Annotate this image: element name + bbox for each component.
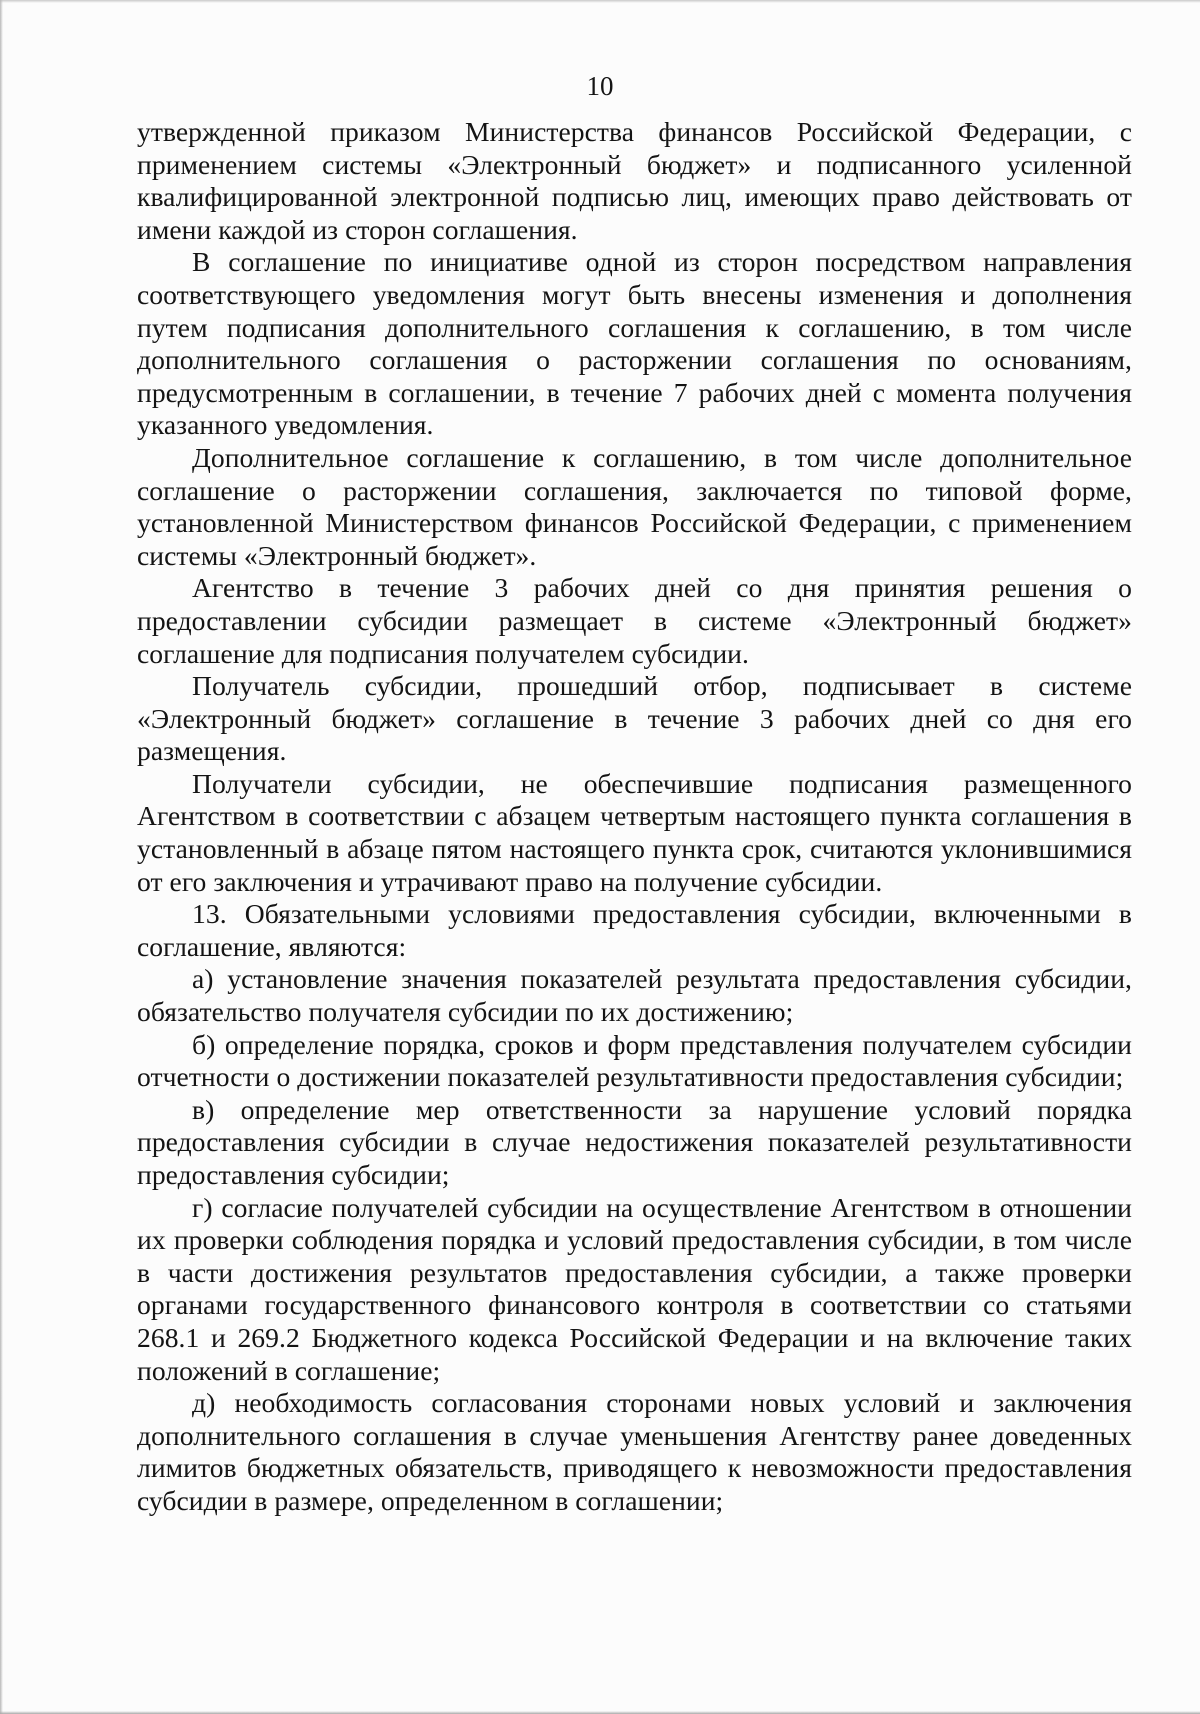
scan-edge-left: [0, 0, 3, 1714]
paragraph-item-d: д) необходимость согласования сторонами новых условий и заключения дополнительного соглашения в случае уменьшения Агентству ранее доведенных лимитов бюджетных обязательств, приводящего к невозможности предоставления субсидии в размере, определенном в соглашении;: [137, 1387, 1132, 1516]
paragraph-item-b: б) определение порядка, сроков и форм представления получателем субсидии отчетности о достижении показателей результативности предоставления субсидии;: [137, 1028, 1132, 1093]
paragraph-item-a: а) установление значения показателей результата предоставления субсидии, обязательство получателя субсидии по их достижению;: [137, 963, 1132, 1028]
paragraph-agency-placement: Агентство в течение 3 рабочих дней со дня принятия решения о предоставлении субсидии размещает в системе «Электронный бюджет» соглашение для подписания получателем субсидии.: [137, 572, 1132, 669]
paragraph-recipient-signing: Получатель субсидии, прошедший отбор, подписывает в системе «Электронный бюджет» соглашение в течение 3 рабочих дней со дня его размещения.: [137, 670, 1132, 767]
paragraph-amendments: В соглашение по инициативе одной из сторон посредством направления соответствующего уведомления могут быть внесены изменения и дополнения путем подписания дополнительного соглашения к соглашению, в том числе дополнительного соглашения о расторжении соглашения по основаниям, предусмотренным в соглашении, в течение 7 рабочих дней с момента получения указанного уведомления.: [137, 246, 1132, 441]
paragraph-item-g: г) согласие получателей субсидии на осуществление Агентством в отношении их проверки соблюдения порядка и условий предоставления субсидии, в том числе в части достижения результатов предоставления субсидии, а также проверки органами государственного финансового контроля в соответствии со статьями 268.1 и 269.2 Бюджетного кодекса Российской Федерации и на включение таких положений в соглашение;: [137, 1191, 1132, 1386]
paragraph-continuation: утвержденной приказом Министерства финансов Российской Федерации, с применением системы «Электронный бюджет» и подписанного усиленной квалифицированной электронной подписью лиц, имеющих право действовать от имени каждой из сторон соглашения.: [137, 116, 1132, 245]
paragraph-additional-agreement: Дополнительное соглашение к соглашению, в том числе дополнительное соглашение о расторжении соглашения, заключается по типовой форме, установленной Министерством финансов Российской Федерации, с применением системы «Электронный бюджет».: [137, 441, 1132, 571]
document-body: [137, 116, 1132, 1518]
paragraph-item-v: в) определение мер ответственности за нарушение условий порядка предоставления субсидии в случае недостижения показателей результативности предоставления субсидии;: [137, 1093, 1132, 1190]
paragraph-evasion: Получатели субсидии, не обеспечившие подписания размещенного Агентством в соответствии с абзацем четвертым настоящего пункта соглашения в установленный в абзаце пятом настоящего пункта срок, считаются уклонившимися от его заключения и утрачивают право на получение субсидии.: [137, 767, 1132, 897]
page-number: 10: [586, 71, 614, 101]
paragraph-item-13: 13. Обязательными условиями предоставления субсидии, включенными в соглашение, являются:: [137, 898, 1132, 962]
scan-edge-top: [0, 0, 1200, 3]
